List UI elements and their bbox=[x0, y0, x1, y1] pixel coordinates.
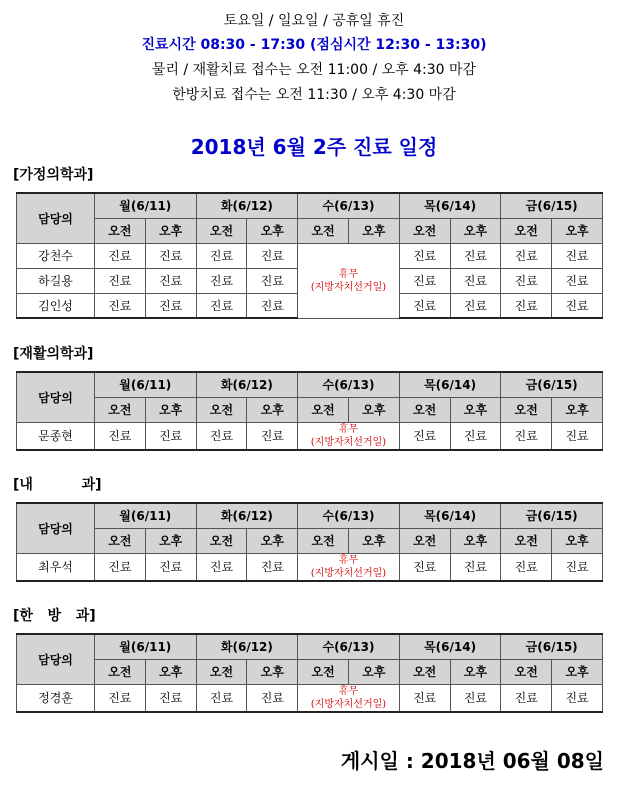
am-header: 오전 bbox=[501, 397, 552, 422]
doctor-name: 문종현 bbox=[17, 422, 95, 450]
pm-header: 오후 bbox=[450, 659, 501, 684]
schedule-cell: 진료 bbox=[399, 684, 450, 712]
schedule-cell: 진료 bbox=[552, 422, 603, 450]
schedule-cell: 진료 bbox=[501, 243, 552, 268]
pm-header: 오후 bbox=[552, 397, 603, 422]
schedule-cell: 진료 bbox=[450, 243, 501, 268]
doctor-name: 김인성 bbox=[17, 293, 95, 318]
schedule-cell: 진료 bbox=[145, 422, 196, 450]
schedule-cell: 진료 bbox=[247, 293, 298, 318]
schedule-cell: 진료 bbox=[552, 243, 603, 268]
pm-header: 오후 bbox=[145, 218, 196, 243]
day-header: 목(6/14) bbox=[399, 503, 501, 528]
pm-header: 오후 bbox=[247, 218, 298, 243]
department-label: [내 과] bbox=[13, 477, 102, 493]
day-header: 수(6/13) bbox=[298, 503, 400, 528]
schedule-cell: 진료 bbox=[247, 553, 298, 581]
pm-header: 오후 bbox=[348, 659, 399, 684]
schedule-cell: 진료 bbox=[196, 243, 247, 268]
am-header: 오전 bbox=[399, 528, 450, 553]
schedule-cell: 진료 bbox=[552, 553, 603, 581]
pm-header: 오후 bbox=[348, 218, 399, 243]
day-header: 월(6/11) bbox=[95, 634, 197, 659]
schedule-cell: 진료 bbox=[196, 293, 247, 318]
am-header: 오전 bbox=[196, 528, 247, 553]
am-header: 오전 bbox=[501, 528, 552, 553]
schedule-cell: 진료 bbox=[501, 268, 552, 293]
schedule-cell: 진료 bbox=[501, 293, 552, 318]
schedule-cell: 진료 bbox=[95, 268, 146, 293]
day-header: 금(6/15) bbox=[501, 503, 603, 528]
closed-days-notice: 토요일 / 일요일 / 공휴일 휴진 bbox=[223, 13, 405, 29]
day-header: 금(6/15) bbox=[501, 372, 603, 397]
holiday-reason: (지방자치선거일) bbox=[310, 281, 387, 293]
pm-header: 오후 bbox=[450, 528, 501, 553]
pm-header: 오후 bbox=[552, 528, 603, 553]
schedule-cell: 진료 bbox=[196, 268, 247, 293]
schedule-cell: 진료 bbox=[399, 268, 450, 293]
schedule-cell: 진료 bbox=[196, 422, 247, 450]
pm-header: 오후 bbox=[247, 397, 298, 422]
day-header: 수(6/13) bbox=[298, 372, 400, 397]
schedule-table bbox=[16, 502, 603, 582]
pm-header: 오후 bbox=[145, 397, 196, 422]
clinic-hours-notice: 진료시간 08:30 - 17:30 (점심시간 12:30 - 13:30) bbox=[141, 37, 487, 53]
schedule-cell: 진료 bbox=[399, 243, 450, 268]
am-header: 오전 bbox=[95, 528, 146, 553]
day-header: 화(6/12) bbox=[196, 503, 298, 528]
am-header: 오전 bbox=[399, 218, 450, 243]
day-header: 화(6/12) bbox=[196, 372, 298, 397]
doctor-name: 강천수 bbox=[17, 243, 95, 268]
schedule-cell: 진료 bbox=[399, 422, 450, 450]
holiday-cell bbox=[298, 243, 400, 318]
schedule-cell: 진료 bbox=[95, 684, 146, 712]
schedule-cell: 진료 bbox=[450, 553, 501, 581]
doctor-row bbox=[17, 684, 603, 712]
holiday-cell bbox=[298, 553, 400, 581]
schedule-table bbox=[16, 192, 603, 319]
doctor-column-header: 담당의 bbox=[17, 372, 95, 422]
am-header: 오전 bbox=[399, 397, 450, 422]
day-header: 월(6/11) bbox=[95, 503, 197, 528]
department-label: [한 방 과] bbox=[13, 608, 96, 624]
pm-header: 오후 bbox=[552, 659, 603, 684]
schedule-cell: 진료 bbox=[95, 422, 146, 450]
day-header: 월(6/11) bbox=[95, 372, 197, 397]
holiday-text: 휴무 bbox=[338, 685, 359, 697]
day-header: 목(6/14) bbox=[399, 193, 501, 218]
schedule-cell: 진료 bbox=[450, 422, 501, 450]
schedule-cell: 진료 bbox=[95, 553, 146, 581]
am-header: 오전 bbox=[196, 218, 247, 243]
doctor-column-header: 담당의 bbox=[17, 503, 95, 553]
holiday-text: 휴무 bbox=[338, 423, 359, 435]
doctor-column-header: 담당의 bbox=[17, 193, 95, 243]
doctor-name: 하길용 bbox=[17, 268, 95, 293]
day-header: 금(6/15) bbox=[501, 634, 603, 659]
day-header: 목(6/14) bbox=[399, 634, 501, 659]
schedule-cell: 진료 bbox=[552, 684, 603, 712]
schedule-cell: 진료 bbox=[450, 684, 501, 712]
schedule-cell: 진료 bbox=[399, 293, 450, 318]
pm-header: 오후 bbox=[247, 528, 298, 553]
department-label: [재활의학과] bbox=[13, 346, 94, 362]
schedule-cell: 진료 bbox=[501, 684, 552, 712]
schedule-cell: 진료 bbox=[196, 553, 247, 581]
schedule-cell: 진료 bbox=[247, 684, 298, 712]
holiday-reason: (지방자치선거일) bbox=[310, 567, 387, 579]
schedule-table bbox=[16, 371, 603, 451]
day-header: 화(6/12) bbox=[196, 193, 298, 218]
am-header: 오전 bbox=[196, 659, 247, 684]
schedule-table bbox=[16, 633, 603, 713]
am-header: 오전 bbox=[501, 659, 552, 684]
pm-header: 오후 bbox=[348, 397, 399, 422]
schedule-cell: 진료 bbox=[247, 422, 298, 450]
oriental-reception-notice: 한방치료 접수는 오전 11:30 / 오후 4:30 마감 bbox=[172, 87, 456, 103]
am-header: 오전 bbox=[501, 218, 552, 243]
rehab-reception-notice: 물리 / 재활치료 접수는 오전 11:00 / 오후 4:30 마감 bbox=[151, 62, 477, 78]
day-header: 수(6/13) bbox=[298, 634, 400, 659]
doctor-name: 정경훈 bbox=[17, 684, 95, 712]
schedule-title: 2018년 6월 2주 진료 일정 bbox=[190, 135, 438, 159]
am-header: 오전 bbox=[298, 659, 349, 684]
pm-header: 오후 bbox=[145, 659, 196, 684]
schedule-cell: 진료 bbox=[196, 684, 247, 712]
pm-header: 오후 bbox=[450, 218, 501, 243]
schedule-cell: 진료 bbox=[247, 243, 298, 268]
department-label: [가정의학과] bbox=[13, 167, 94, 183]
holiday-reason: (지방자치선거일) bbox=[310, 698, 387, 710]
schedule-cell: 진료 bbox=[552, 293, 603, 318]
am-header: 오전 bbox=[399, 659, 450, 684]
schedule-cell: 진료 bbox=[501, 553, 552, 581]
schedule-cell: 진료 bbox=[399, 553, 450, 581]
holiday-cell bbox=[298, 422, 400, 450]
day-header: 금(6/15) bbox=[501, 193, 603, 218]
am-header: 오전 bbox=[298, 528, 349, 553]
schedule-cell: 진료 bbox=[501, 422, 552, 450]
am-header: 오전 bbox=[298, 397, 349, 422]
am-header: 오전 bbox=[95, 397, 146, 422]
posted-date: 게시일 : 2018년 06월 08일 bbox=[340, 749, 604, 773]
doctor-row bbox=[17, 243, 603, 268]
schedule-cell: 진료 bbox=[552, 268, 603, 293]
holiday-text: 휴무 bbox=[338, 268, 359, 280]
schedule-cell: 진료 bbox=[450, 268, 501, 293]
pm-header: 오후 bbox=[552, 218, 603, 243]
holiday-reason: (지방자치선거일) bbox=[310, 436, 387, 448]
schedule-cell: 진료 bbox=[95, 293, 146, 318]
holiday-cell bbox=[298, 684, 400, 712]
doctor-name: 최우석 bbox=[17, 553, 95, 581]
am-header: 오전 bbox=[298, 218, 349, 243]
doctor-column-header: 담당의 bbox=[17, 634, 95, 684]
schedule-cell: 진료 bbox=[95, 243, 146, 268]
schedule-cell: 진료 bbox=[247, 268, 298, 293]
doctor-row bbox=[17, 422, 603, 450]
schedule-cell: 진료 bbox=[145, 268, 196, 293]
day-header: 월(6/11) bbox=[95, 193, 197, 218]
am-header: 오전 bbox=[95, 659, 146, 684]
holiday-text: 휴무 bbox=[338, 554, 359, 566]
schedule-cell: 진료 bbox=[145, 553, 196, 581]
doctor-row bbox=[17, 553, 603, 581]
schedule-cell: 진료 bbox=[145, 293, 196, 318]
pm-header: 오후 bbox=[450, 397, 501, 422]
schedule-cell: 진료 bbox=[450, 293, 501, 318]
day-header: 화(6/12) bbox=[196, 634, 298, 659]
schedule-cell: 진료 bbox=[145, 243, 196, 268]
day-header: 목(6/14) bbox=[399, 372, 501, 397]
day-header: 수(6/13) bbox=[298, 193, 400, 218]
am-header: 오전 bbox=[196, 397, 247, 422]
pm-header: 오후 bbox=[145, 528, 196, 553]
pm-header: 오후 bbox=[348, 528, 399, 553]
am-header: 오전 bbox=[95, 218, 146, 243]
schedule-cell: 진료 bbox=[145, 684, 196, 712]
pm-header: 오후 bbox=[247, 659, 298, 684]
